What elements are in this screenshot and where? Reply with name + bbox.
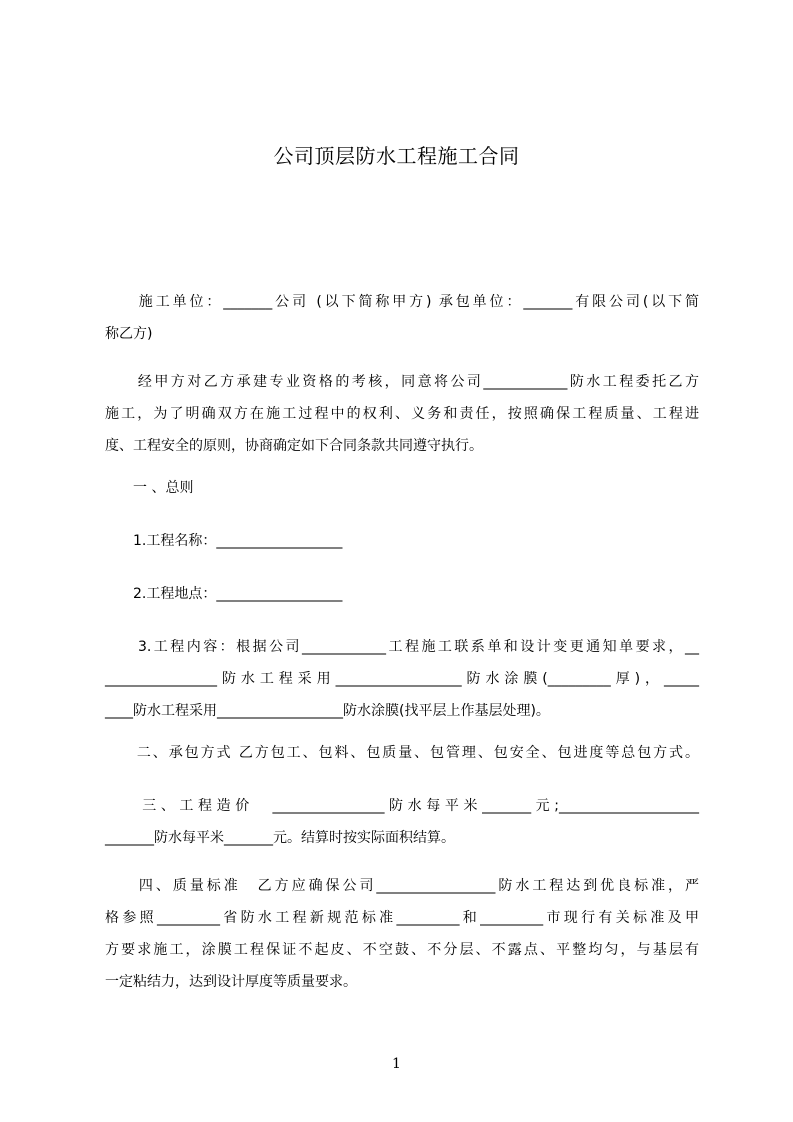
section-4-line-3: 方要求施工，涂膜工程保证不起皮、不空鼓、不分层、不露点、平整均匀，与基层有 <box>105 942 699 958</box>
intro-line-1: 经甲方对乙方承建专业资格的考核，同意将公司____________防水工程委托乙方 <box>105 374 699 390</box>
item-3-line-3: ____防水工程采用__________________防水涂膜(找平层上作基层处理)。 <box>105 703 550 719</box>
page-number: 1 <box>392 1056 401 1072</box>
intro-line-3: 度、工程安全的原则，协商确定如下合同条款共同遵守执行。 <box>105 438 483 454</box>
intro-paragraph <box>105 366 699 462</box>
section-3-line-1: 三、工程造价 ________________防水每平米_______元;____________________ <box>105 798 699 814</box>
section-3-paragraph <box>105 790 699 854</box>
section-1-item-2: 2.工程地点：__________________ <box>105 586 343 602</box>
item-3-line-2: ________________防水工程采用__________________防水涂膜(_________厚)，_____ <box>105 671 699 687</box>
section-2-paragraph <box>105 737 699 769</box>
section-3-line-2: _______防水每平米_______元。结算时按实际面积结算。 <box>105 830 455 846</box>
document-title: 公司顶层防水工程施工合同 <box>273 144 520 168</box>
section-4-line-2: 格参照_________省防水工程新规范标准_________和_________市现行有关标准及甲 <box>105 910 699 926</box>
section-1-item-3 <box>105 631 699 727</box>
section-4-line-4: 一定粘结力，达到设计厚度等质量要求。 <box>105 974 357 990</box>
section-1-heading: 一 、总则 <box>105 480 194 496</box>
intro-line-2: 施工，为了明确双方在施工过程中的权利、义务和责任，按照确保工程质量、工程进 <box>105 406 699 422</box>
section-4-line-1: 四、质量标准 乙方应确保公司_________________防水工程达到优良标准，严 <box>105 878 699 894</box>
section-1-item-1: 1.工程名称：__________________ <box>105 533 343 549</box>
section-2-line: 二、承包方式 乙方包工、包料、包质量、包管理、包安全、包进度等总包方式。 <box>105 745 699 761</box>
item-3-line-1: 3.工程内容：根据公司____________工程施工联系单和设计变更通知单要求，__ <box>105 639 699 655</box>
parties-line-1: 施工单位：_______公司 (以下简称甲方) 承包单位：_______有限公司(以下简 <box>105 294 699 310</box>
parties-line-2: 称乙方) <box>105 326 153 342</box>
section-4-paragraph <box>105 870 699 998</box>
parties-paragraph <box>105 286 699 350</box>
